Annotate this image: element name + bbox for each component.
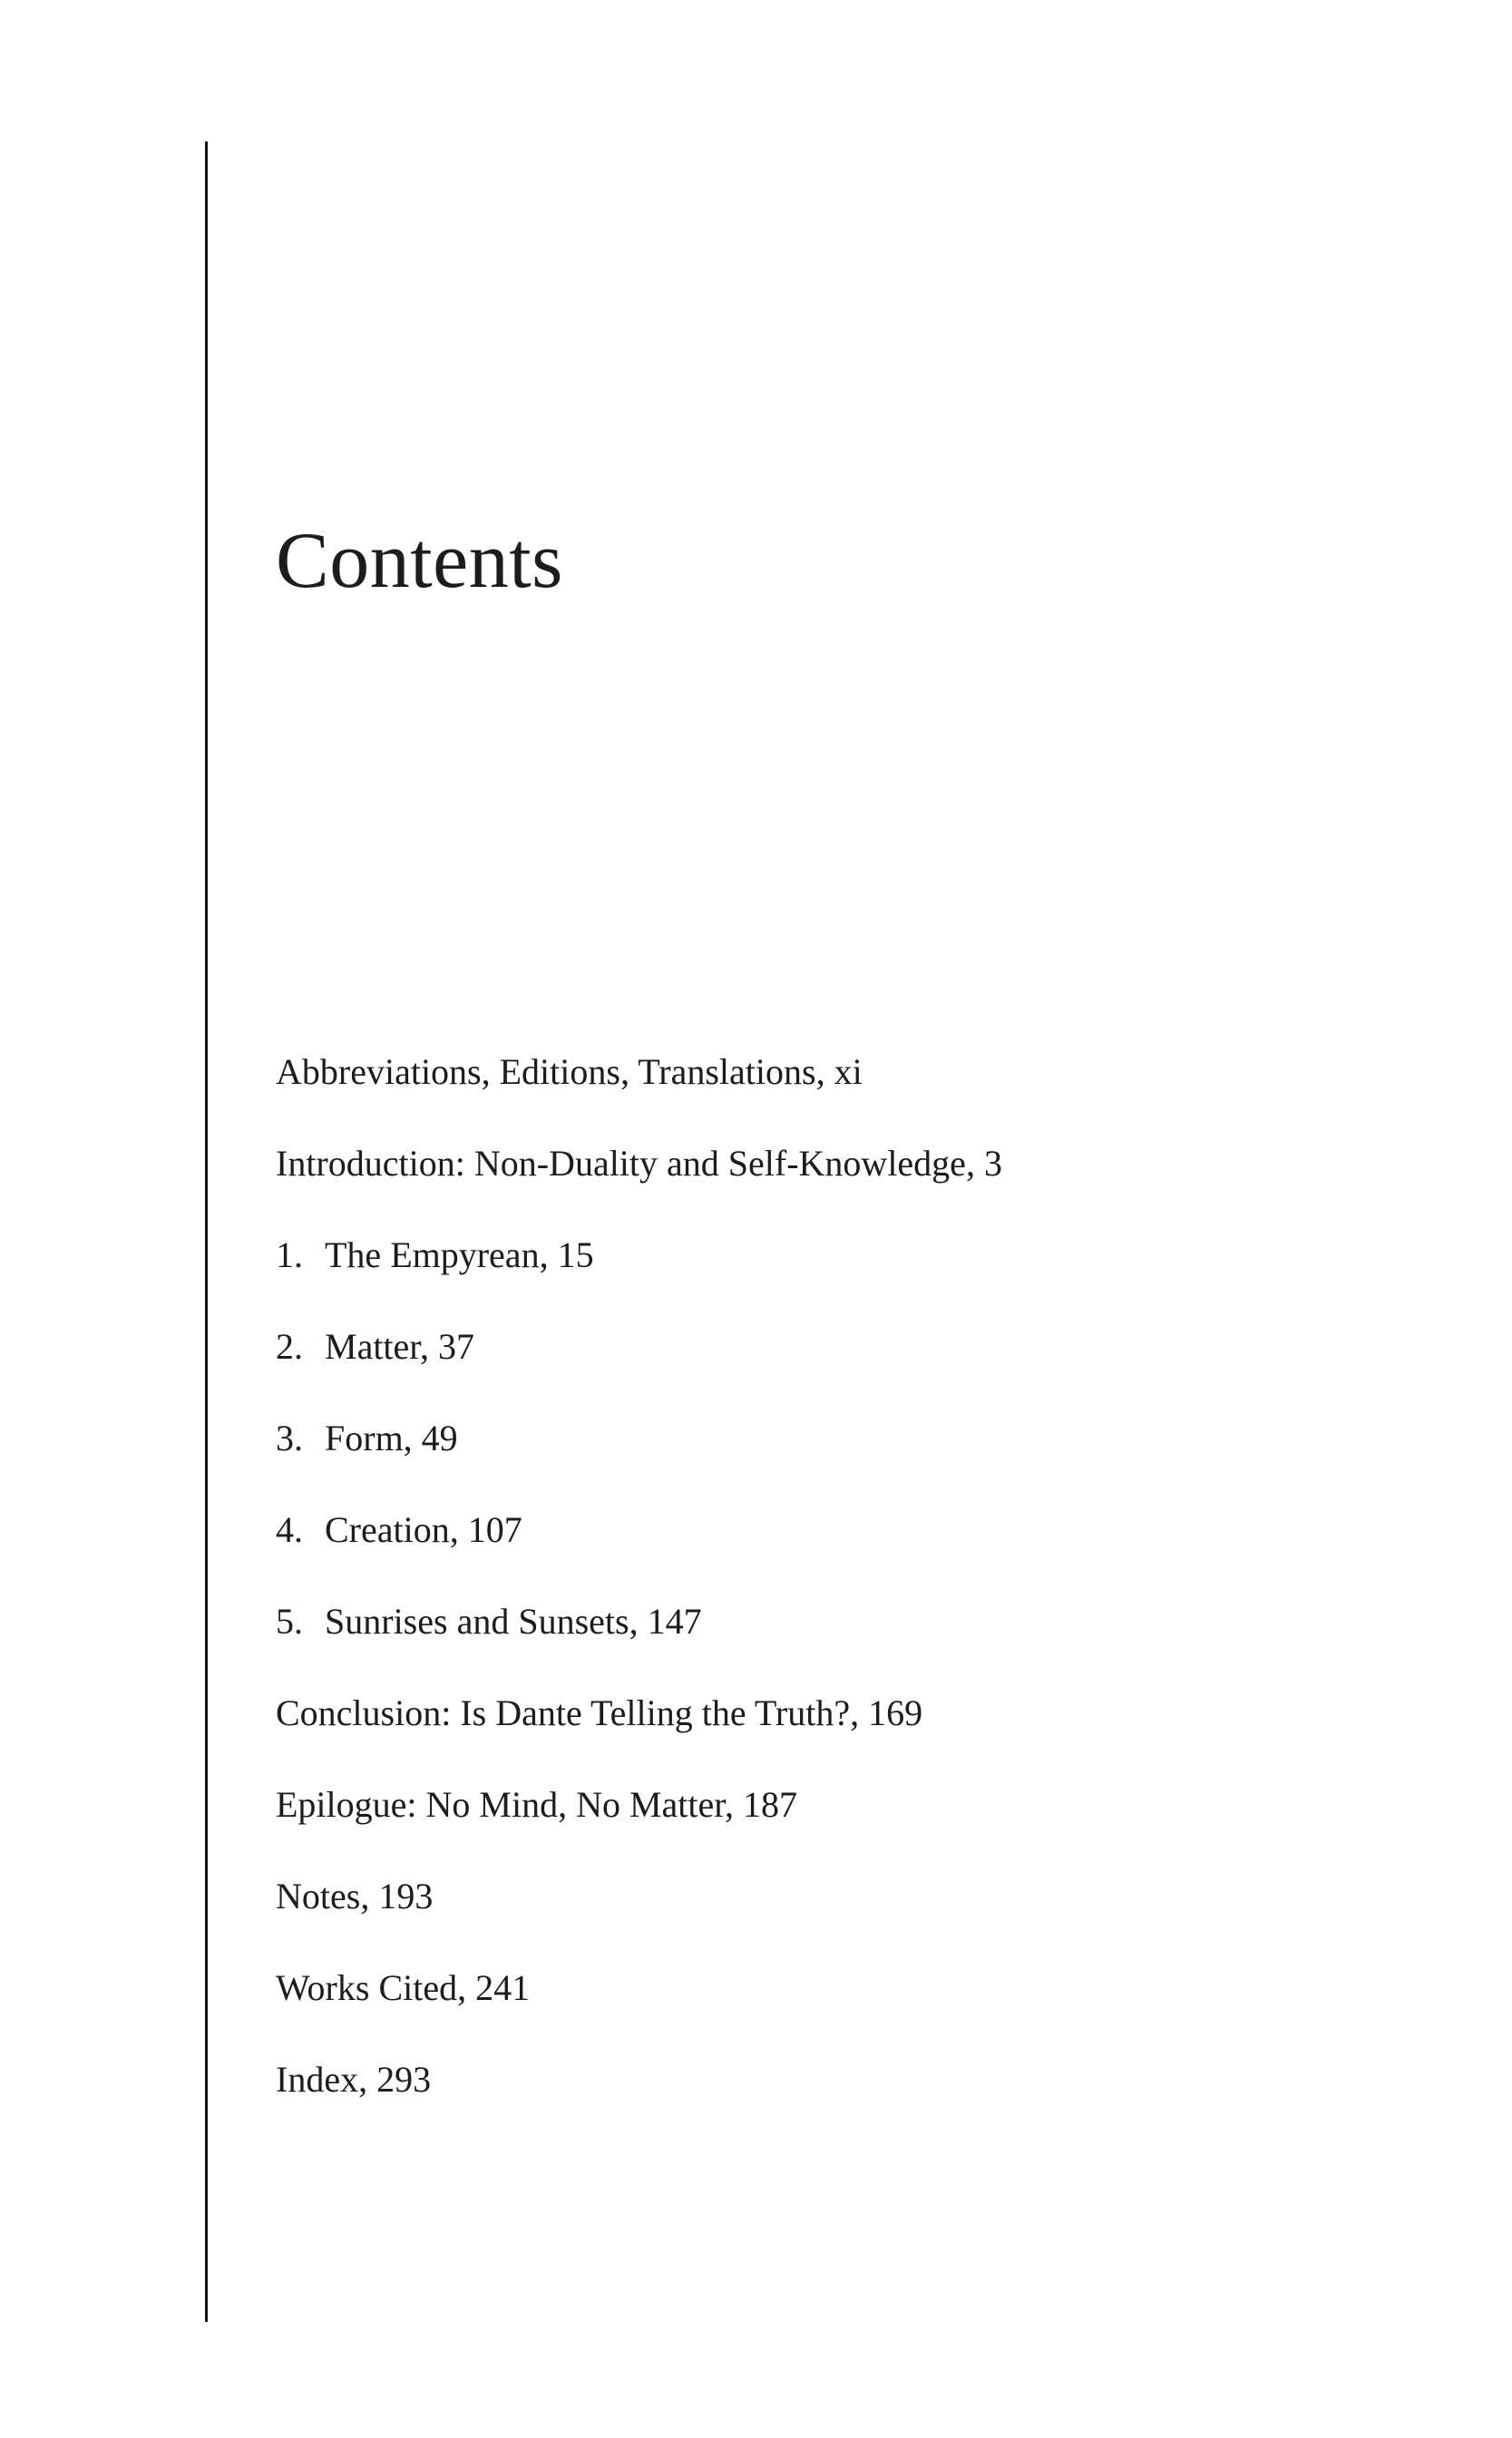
page-title: Contents [276,517,563,605]
chapter-number: 2. [276,1326,303,1367]
toc-entry [276,1136,1002,1228]
toc-entry [276,1228,1002,1320]
toc-entry-text: Creation, 107 [325,1509,522,1550]
chapter-number: 3. [276,1418,303,1458]
toc-entry [276,1045,1002,1136]
toc-entry [276,1320,1002,1411]
toc-entry-text: Index, 293 [276,2059,432,2100]
toc-entry [276,1961,1002,2053]
toc-entry-text: Form, 49 [325,1418,458,1458]
toc-entry-text: Matter, 37 [325,1326,475,1367]
toc-entry [276,1411,1002,1503]
toc-entry-text: Abbreviations, Editions, Translations, xi [276,1051,863,1092]
toc-entry [276,1686,1002,1778]
toc-entry-text: The Empyrean, 15 [325,1234,594,1275]
table-of-contents [276,1045,1002,2144]
chapter-number: 5. [276,1601,303,1642]
toc-entry-text: Works Cited, 241 [276,1967,531,2008]
toc-entry-text: Epilogue: No Mind, No Matter, 187 [276,1784,797,1825]
toc-entry-text: Notes, 193 [276,1876,434,1916]
vertical-rule [205,141,208,2322]
chapter-number: 1. [276,1234,303,1275]
toc-entry-text: Introduction: Non-Duality and Self-Knowledge, 3 [276,1143,1002,1184]
toc-entry [276,1503,1002,1594]
toc-entry-text: Sunrises and Sunsets, 147 [325,1601,702,1642]
toc-entry [276,1594,1002,1686]
toc-entry [276,1869,1002,1961]
chapter-number: 4. [276,1509,303,1550]
toc-entry-text: Conclusion: Is Dante Telling the Truth?, 169 [276,1692,923,1733]
toc-entry [276,1778,1002,1869]
toc-entry [276,2053,1002,2144]
